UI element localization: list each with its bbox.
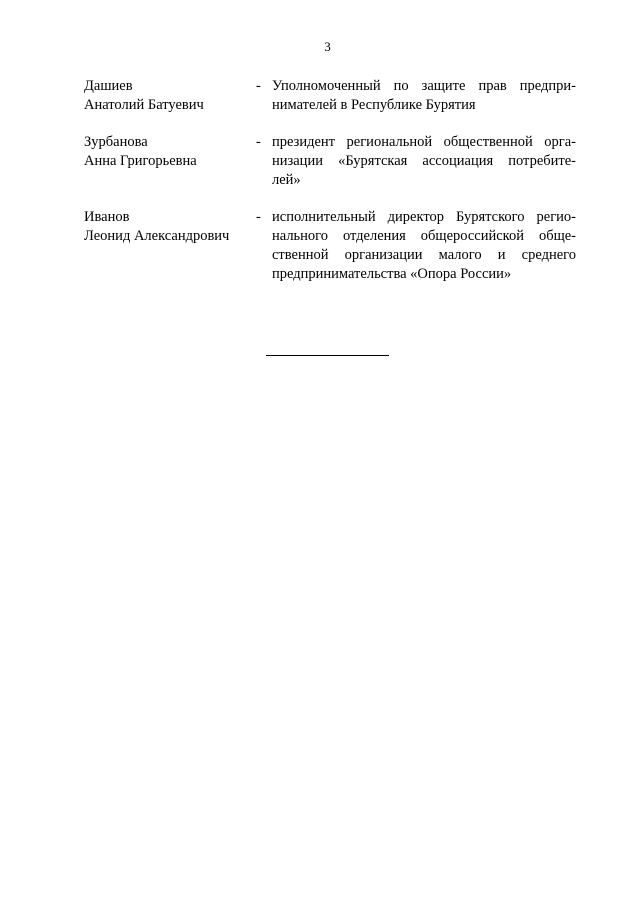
page-number: 3 (324, 39, 331, 54)
member-name (84, 77, 256, 115)
member-surname: Зурбанова (84, 134, 148, 150)
member-surname: Иванов (84, 209, 130, 225)
member-name (84, 208, 256, 246)
role-line: президент региональной общественной орга- (272, 134, 576, 150)
member-entry (84, 133, 576, 190)
member-given-names: Анна Григорьевна (84, 153, 197, 169)
closing-divider (266, 355, 389, 356)
member-given-names: Леонид Александрович (84, 228, 230, 244)
member-name (84, 133, 256, 171)
role-line: исполнительный директор Бурятского регио- (272, 209, 576, 225)
role-line: лей» (272, 172, 301, 188)
member-role (272, 133, 576, 190)
member-given-names: Анатолий Батуевич (84, 97, 204, 113)
member-role (272, 208, 576, 284)
role-line: Уполномоченный по защите прав предпри- (272, 78, 576, 94)
member-entry (84, 208, 576, 284)
separator-dash: - (256, 78, 261, 94)
role-line: нимателей в Республике Бурятия (272, 97, 476, 113)
member-surname: Дашиев (84, 78, 133, 94)
role-line: предпринимательства «Опора России» (272, 266, 512, 282)
separator-dash: - (256, 134, 261, 150)
member-list (84, 77, 576, 302)
role-line: ственной организации малого и среднего (272, 247, 576, 263)
member-role (272, 77, 576, 115)
role-line: низации «Бурятская ассоциация потребите- (272, 153, 576, 169)
member-entry (84, 77, 576, 115)
role-line: нального отделения общероссийской обще- (272, 228, 576, 244)
separator-dash: - (256, 209, 261, 225)
